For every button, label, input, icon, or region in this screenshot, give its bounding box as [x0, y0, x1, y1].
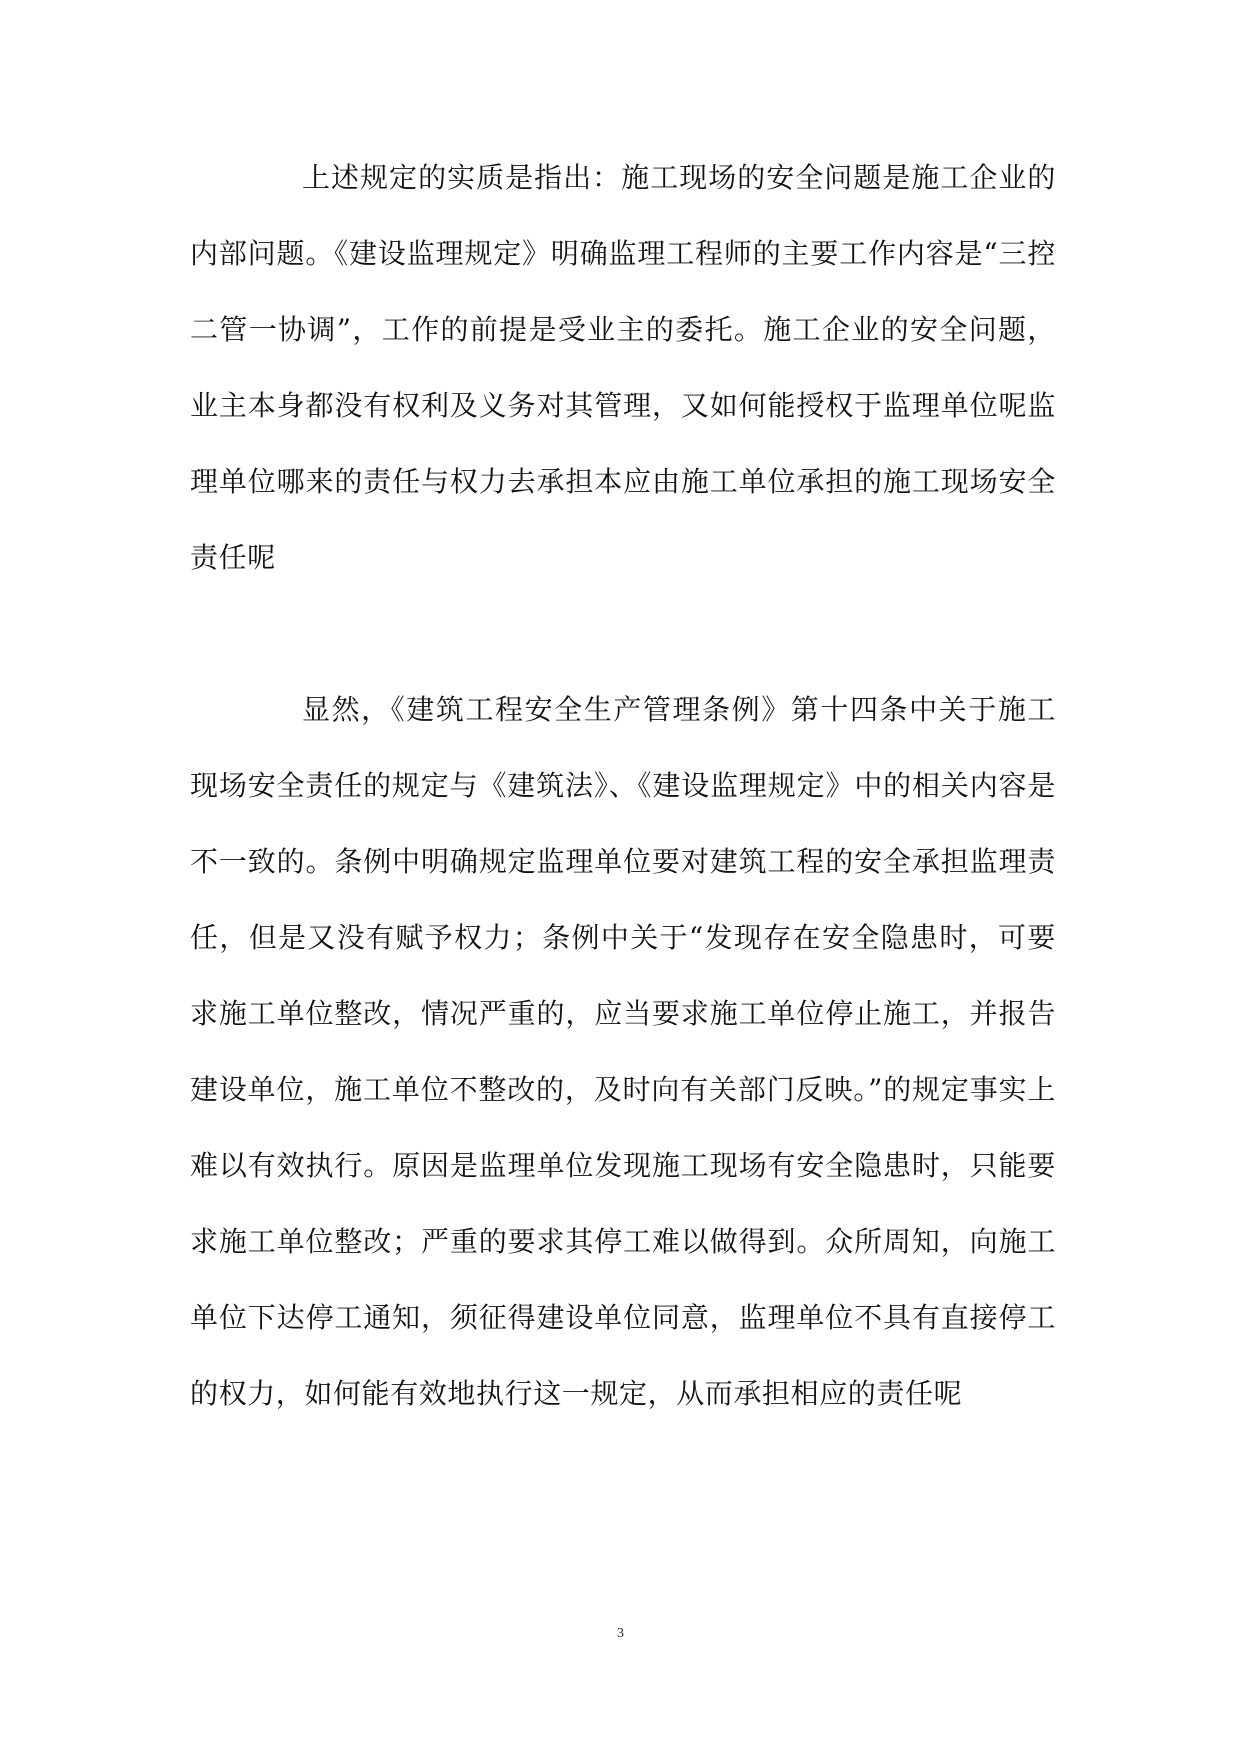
page-number: 3 — [617, 1626, 624, 1641]
paragraph-2: 显然，《建筑工程安全生产管理条例》第十四条中关于施工现场安全责任的规定与《建筑法》、《建设监理规定》中的相关内容是不一致的。条例中明确规定监理单位要对建筑工程的安全承担监理责任，但是又没有赋予权力；条例中关于“发现存在安全隐患时，可要求施工单位整改，情况严重的，应当要求施工单位停止施工，并报告建设单位，施工单位不整改的，及时向有关部门反映。”的规定事实上难以有效执行。原因是监理单位发现施工现场有安全隐患时，只能要求施工单位整改；严重的要求其停工难以做得到。众所周知，向施工单位下达停工通知，须征得建设单位同意，监理单位不具有直接停工的权力，如何能有效地执行这一规定，从而承担相应的责任呢 — [190, 693, 1056, 1410]
paragraph-1: 上述规定的实质是指出：施工现场的安全问题是施工企业的内部问题。《建设监理规定》明确监理工程师的主要工作内容是“三控二管一协调”，工作的前提是受业主的委托。施工企业的安全问题，业主本身都没有权利及义务对其管理，又如何能授权于监理单位呢监理单位哪来的责任与权力去承担本应由施工单位承担的施工现场安全责任呢 — [190, 161, 1056, 574]
body-text — [190, 140, 1056, 1432]
